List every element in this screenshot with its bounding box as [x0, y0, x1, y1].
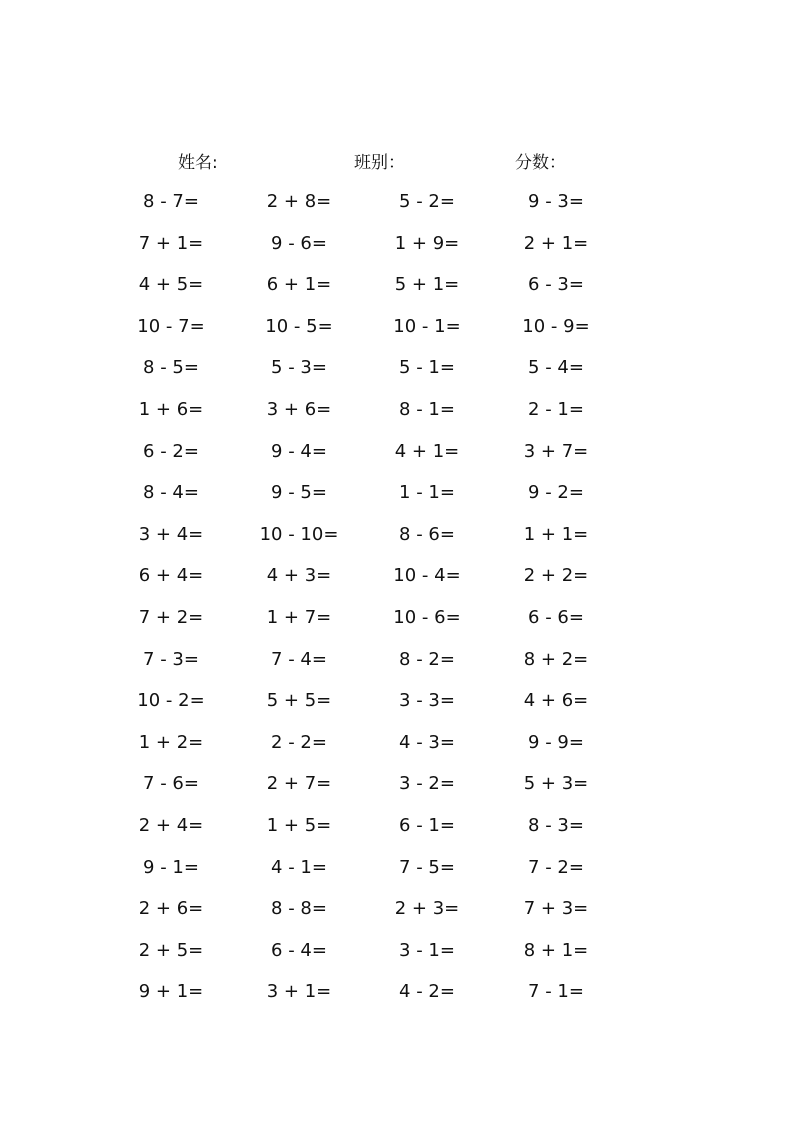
problem-row	[100, 856, 620, 898]
problem-row	[100, 190, 620, 232]
math-problem: 8 - 4=	[143, 482, 199, 504]
score-label: 分数：	[515, 153, 566, 173]
math-problem: 9 + 1=	[138, 981, 204, 1003]
math-problem: 10 - 9=	[522, 315, 590, 337]
math-problem: 10 - 6=	[393, 606, 461, 628]
math-problem: 10 - 1=	[393, 315, 461, 337]
math-problem: 4 + 6=	[523, 690, 589, 712]
math-problem: 6 - 6=	[528, 606, 584, 628]
problem-grid	[100, 190, 620, 1022]
problem-row	[100, 398, 620, 440]
math-problem: 1 - 1=	[399, 482, 455, 504]
math-problem: 6 - 4=	[271, 939, 327, 961]
problem-row	[100, 356, 620, 398]
math-problem: 7 - 6=	[143, 773, 199, 795]
problem-row	[100, 481, 620, 523]
math-problem: 2 + 2=	[523, 565, 589, 587]
math-problem: 3 + 4=	[138, 523, 204, 545]
problem-row	[100, 232, 620, 274]
math-problem: 8 - 1=	[399, 398, 455, 420]
math-problem: 5 + 5=	[266, 690, 332, 712]
math-problem: 4 + 1=	[394, 440, 460, 462]
math-problem: 10 - 4=	[393, 565, 461, 587]
math-problem: 1 + 7=	[266, 606, 332, 628]
math-problem: 8 - 5=	[143, 357, 199, 379]
math-problem: 7 - 4=	[271, 648, 327, 670]
math-problem: 3 + 7=	[523, 440, 589, 462]
math-problem: 3 + 1=	[266, 981, 332, 1003]
class-label: 班别：	[354, 153, 405, 173]
problem-row	[100, 315, 620, 357]
math-problem: 9 - 9=	[528, 731, 584, 753]
math-problem: 10 - 5=	[265, 315, 333, 337]
problem-row	[100, 273, 620, 315]
worksheet-header	[0, 148, 794, 174]
math-problem: 6 + 4=	[138, 565, 204, 587]
problem-row	[100, 772, 620, 814]
math-problem: 2 + 4=	[138, 814, 204, 836]
math-problem: 2 + 5=	[138, 939, 204, 961]
math-problem: 1 + 5=	[266, 814, 332, 836]
problem-row	[100, 731, 620, 773]
math-problem: 10 - 2=	[137, 690, 205, 712]
math-problem: 6 - 2=	[143, 440, 199, 462]
math-problem: 2 - 1=	[528, 398, 584, 420]
math-problem: 3 - 3=	[399, 690, 455, 712]
math-problem: 4 - 2=	[399, 981, 455, 1003]
math-problem: 9 - 4=	[271, 440, 327, 462]
math-problem: 9 - 3=	[528, 191, 584, 212]
math-problem: 8 - 2=	[399, 648, 455, 670]
problem-row	[100, 564, 620, 606]
problem-row	[100, 689, 620, 731]
math-problem: 2 + 7=	[266, 773, 332, 795]
math-problem: 7 + 2=	[138, 606, 204, 628]
math-problem: 8 - 3=	[528, 814, 584, 836]
math-problem: 8 + 1=	[523, 939, 589, 961]
math-problem: 2 - 2=	[271, 731, 327, 753]
math-problem: 3 + 6=	[266, 398, 332, 420]
math-problem: 5 - 1=	[399, 357, 455, 379]
problem-row	[100, 939, 620, 981]
problem-row	[100, 980, 620, 1022]
math-problem: 1 + 1=	[523, 523, 589, 545]
math-problem: 6 - 1=	[399, 814, 455, 836]
math-problem: 8 + 2=	[523, 648, 589, 670]
math-problem: 4 - 3=	[399, 731, 455, 753]
math-problem: 8 - 7=	[143, 191, 199, 212]
math-problem: 4 + 5=	[138, 274, 204, 296]
problem-row	[100, 606, 620, 648]
math-problem: 5 - 2=	[399, 191, 455, 212]
problem-row	[100, 897, 620, 939]
math-problem: 6 - 3=	[528, 274, 584, 296]
math-problem: 2 + 6=	[138, 898, 204, 920]
math-problem: 9 - 5=	[271, 482, 327, 504]
math-problem: 1 + 2=	[138, 731, 204, 753]
math-problem: 3 - 1=	[399, 939, 455, 961]
math-problem: 2 + 1=	[523, 232, 589, 254]
problem-row	[100, 523, 620, 565]
problem-row	[100, 648, 620, 690]
problem-row	[100, 814, 620, 856]
math-problem: 7 + 3=	[523, 898, 589, 920]
math-problem: 8 - 8=	[271, 898, 327, 920]
math-problem: 2 + 8=	[266, 191, 332, 212]
math-problem: 6 + 1=	[266, 274, 332, 296]
math-problem: 4 + 3=	[266, 565, 332, 587]
math-problem: 10 - 7=	[137, 315, 205, 337]
math-problem: 2 + 3=	[394, 898, 460, 920]
name-label: 姓名:	[178, 153, 218, 173]
math-problem: 4 - 1=	[271, 856, 327, 878]
math-problem: 5 + 3=	[523, 773, 589, 795]
math-problem: 1 + 9=	[394, 232, 460, 254]
math-problem: 9 - 6=	[271, 232, 327, 254]
math-problem: 10 - 10=	[259, 523, 339, 545]
math-problem: 5 + 1=	[394, 274, 460, 296]
math-problem: 7 - 3=	[143, 648, 199, 670]
math-problem: 5 - 3=	[271, 357, 327, 379]
math-problem: 9 - 1=	[143, 856, 199, 878]
math-problem: 5 - 4=	[528, 357, 584, 379]
math-problem: 8 - 6=	[399, 523, 455, 545]
math-problem: 7 - 5=	[399, 856, 455, 878]
math-problem: 9 - 2=	[528, 482, 584, 504]
math-problem: 7 - 1=	[528, 981, 584, 1003]
math-problem: 3 - 2=	[399, 773, 455, 795]
problem-row	[100, 440, 620, 482]
math-problem: 1 + 6=	[138, 398, 204, 420]
math-problem: 7 + 1=	[138, 232, 204, 254]
math-problem: 7 - 2=	[528, 856, 584, 878]
